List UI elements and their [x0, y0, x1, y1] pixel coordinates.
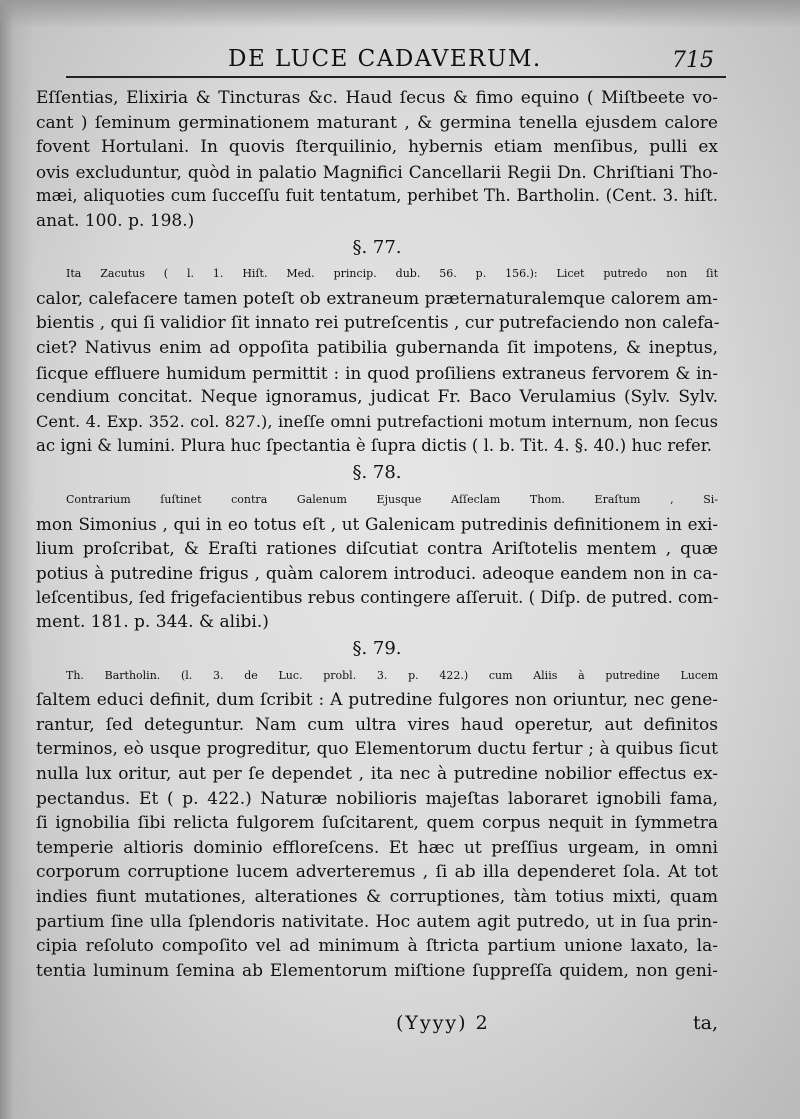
- section-heading-78: §. 78.: [352, 461, 402, 483]
- signature-mark: (Yyyy) 2: [396, 1012, 490, 1034]
- text-line: cant ) ſeminum germinationem maturant , & germina tenella ejusdem calore: [36, 112, 718, 133]
- text-line: leſcentibus, ſed frigefacientibus rebus contingere aſſeruit. ( Diſp. de putred. com-: [36, 587, 719, 607]
- text-line: fovent Hortulani. In quovis ſterquilinio, hybernis etiam menſibus, pulli ex: [36, 137, 718, 158]
- text-line: mæi, aliquoties cum ſucceſſu fuit tentatum, perhibet Th. Bartholin. (Cent. 3. hiſt.: [36, 186, 718, 206]
- text-line: Cent. 4. Exp. 352. col. 827.), ineſſe omni putrefactioni motum internum, non ſecus: [36, 411, 718, 431]
- text-line: corporum corruptione lucem adverteremus , ſi ab illa dependeret ſola. At tot: [36, 862, 718, 883]
- text-line: bientis , qui ſi validior ſit innato rei putreſcentis , cur putrefaciendo non calefa-: [36, 313, 720, 334]
- text-line: ſaltem educi definit, dum ſcribit : A putredine fulgores non oriuntur, nec gene-: [36, 690, 718, 711]
- text-line: temperie altioris dominio effloreſcens. Et hæc ut preſſius urgeam, in omni: [36, 837, 718, 858]
- text-line: Contrarium ſuſtinet contra Galenum Ejusque Aſſeclam Thom. Eraſtum , Si-: [66, 492, 718, 506]
- page-header: [0, 46, 800, 86]
- text-line: terminos, eò usque progreditur, quo Elementorum ductu fertur ; à quibus ſicut: [36, 739, 718, 760]
- text-line: ſi ignobilia ſibi relicta fulgorem ſuſcitarent, quem corpus nequit in ſymmetra: [36, 813, 718, 834]
- text-line: Ita Zacutus ( l. 1. Hiſt. Med. princip. dub. 56. p. 156.): Licet putredo non ſit: [66, 267, 718, 281]
- text-line: Th. Bartholin. (l. 3. de Luc. probl. 3. p. 422.) cum Aliis à putredine Lucem: [66, 668, 718, 682]
- text-line: mon Simonius , qui in eo totus eſt , ut Galenicam putredinis definitionem in exi-: [36, 514, 718, 535]
- body-text: [36, 86, 718, 983]
- text-line: ovis excluduntur, quòd in palatio Magnifici Cancellarii Regii Dn. Chriſtiani Tho-: [36, 161, 718, 182]
- text-line: potius à putredine frigus , quàm calorem introduci. adeoque eandem non in ca-: [36, 563, 718, 584]
- text-line: tentia luminum ſemina ab Elementorum miſtione ſuppreſſa quidem, non geni-: [36, 960, 718, 981]
- section-heading-77: §. 77.: [352, 236, 402, 258]
- section-77-paragraph: [36, 262, 718, 459]
- running-title: DE LUCE CADAVERUM.: [228, 46, 542, 72]
- page-top-shadow: [0, 0, 800, 28]
- text-line: rantur, ſed deteguntur. Nam cum ultra vires haud operetur, aut definitos: [36, 714, 718, 735]
- catchword: ta,: [692, 1012, 718, 1034]
- page-gutter-shadow: [0, 0, 34, 1119]
- text-line: nulla lux oritur, aut per ſe dependet , ita nec à putredine nobilior effectus ex-: [36, 764, 718, 785]
- text-line: lium proſcribat, & Eraſti rationes diſcutiat contra Ariſtotelis mentem , quæ: [36, 538, 718, 559]
- text-line: indies fiunt mutationes, alterationes & corruptiones, tàm totius mixti, quam: [36, 887, 718, 907]
- text-line: ac igni & lumini. Plura huc ſpectantia è ſupra dictis ( l. b. Tit. 4. §. 40.) huc refer.: [36, 436, 713, 456]
- text-line: partium ſine ulla ſplendoris nativitate. Hoc autem agit putredo, ut in ſua prin-: [36, 911, 718, 932]
- header-rule: [66, 76, 726, 78]
- section-78-paragraph: [36, 488, 718, 636]
- text-line: ment. 181. p. 344. & alibi.): [36, 612, 269, 633]
- text-line: ciet? Nativus enim ad oppoſita patibilia gubernanda ſit impotens, & ineptus,: [36, 337, 718, 358]
- page-footer: [36, 1012, 718, 1042]
- text-line: pectandus. Et ( p. 422.) Naturæ nobilioris majeſtas laboraret ignobili fama,: [36, 788, 718, 809]
- text-line: calor, calefacere tamen poteſt ob extraneum præternaturalemque calorem am-: [36, 288, 718, 309]
- text-line: anat. 100. p. 198.): [36, 210, 195, 231]
- page-number: 715: [672, 48, 714, 73]
- text-line: Eſſentias, Elixiria & Tincturas &c. Haud ſecus & fimo equino ( Miſtbeete vo-: [36, 88, 718, 108]
- text-line: cipia reſoluto compoſito vel ad minimum à ſtricta partium unione laxato, la-: [36, 936, 718, 957]
- opening-paragraph: [36, 86, 718, 234]
- section-heading-79: §. 79.: [352, 638, 402, 660]
- section-79-paragraph: [36, 664, 718, 984]
- text-line: ſicque effluere humidum permittit : in quod proſiliens extraneus fervorem & in-: [36, 362, 718, 383]
- text-line: cendium concitat. Neque ignoramus, judicat Fr. Baco Verulamius (Sylv. Sylv.: [36, 387, 718, 408]
